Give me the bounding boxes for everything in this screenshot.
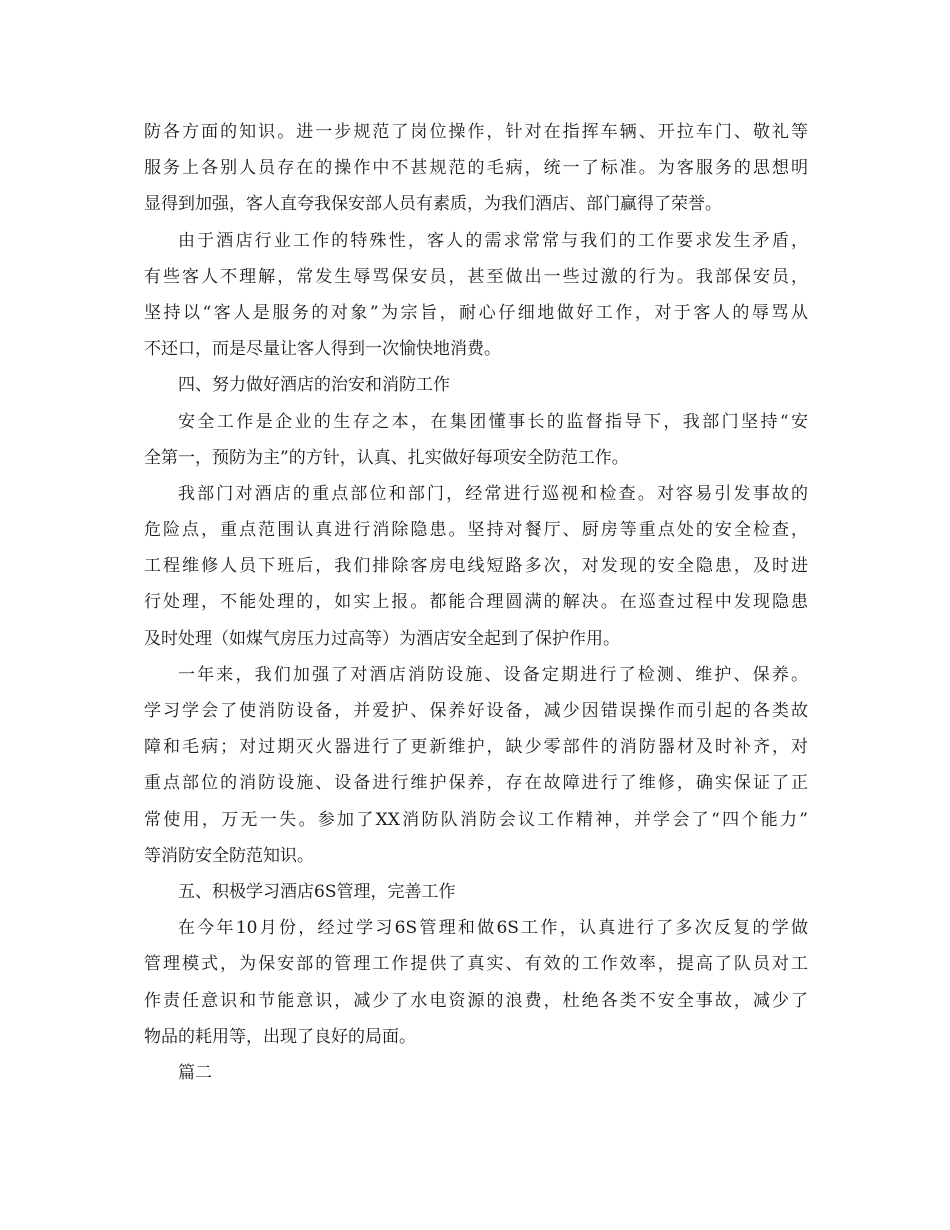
text-line: 篇二 (178, 1062, 212, 1083)
text-line: 及时处理（如煤气房压力过高等）为酒店安全起到了保护作用。 (144, 628, 620, 649)
text-line: 工程维修人员下班后，我们排除客房电线短路多次，对发现的安全隐患，及时进 (144, 556, 808, 577)
text-line: 安全工作是企业的生存之本，在集团懂事长的监督指导下，我部门坚持“安 (178, 411, 808, 432)
text-line: 防各方面的知识。进一步规范了岗位操作，针对在指挥车辆、开拉车门、敬礼等 (144, 122, 808, 142)
text-line: 我部门对酒店的重点部位和部门，经常进行巡视和检查。对容易引发事故的 (178, 483, 808, 504)
text-line: 物品的耗用等，出现了良好的局面。 (144, 1026, 416, 1047)
text-line: 由于酒店行业工作的特殊性，客人的需求常常与我们的工作要求发生矛盾， (178, 230, 808, 251)
text-line: 常使用，万无一失。参加了XX消防队消防会议工作精神，并学会了“四个能力” (144, 809, 808, 830)
text-line: 作责任意识和节能意识，减少了水电资源的浪费，杜绝各类不安全事故，减少了 (144, 990, 808, 1011)
text-line: 坚持以“客人是服务的对象”为宗旨，耐心仔细地做好工作，对于客人的辱骂从 (144, 302, 808, 323)
text-line: 重点部位的消防设施、设备进行维护保养，存在故障进行了维修，确实保证了正 (144, 773, 808, 794)
text-line: 在今年10月份，经过学习6S管理和做6S工作，认真进行了多次反复的学做 (178, 918, 808, 939)
document-body (144, 114, 808, 1091)
text-line: 危险点，重点范围认真进行消除隐患。坚持对餐厅、厨房等重点处的安全检查， (144, 520, 808, 541)
text-line: 不还口，而是尽量让客人得到一次愉快地消费。 (144, 339, 501, 360)
text-line: 学习学会了使消防设备，并爱护、保养好设备，减少因错误操作而引起的各类故 (144, 701, 808, 721)
text-line: 行处理，不能处理的，如实上报。都能合理圆满的解决。在巡查过程中发现隐患 (144, 592, 808, 613)
text-line: 五、积极学习酒店6S管理，完善工作 (178, 881, 456, 902)
text-line: 显得到加强，客人直夸我保安部人员有素质，为我们酒店、部门赢得了荣誉。 (144, 194, 722, 215)
text-line: 等消防安全防范知识。 (144, 845, 314, 866)
text-line: 一年来，我们加强了对酒店消防设施、设备定期进行了检测、维护、保养。 (178, 664, 808, 685)
text-line: 全第一，预防为主”的方针，认真、扎实做好每项安全防范工作。 (144, 447, 629, 468)
text-line: 有些客人不理解，常发生辱骂保安员，甚至做出一些过激的行为。我部保安员， (144, 266, 808, 287)
text-line: 服务上各别人员存在的操作中不甚规范的毛病，统一了标准。为客服务的思想明 (144, 158, 808, 179)
text-line: 四、努力做好酒店的治安和消防工作 (178, 375, 450, 396)
text-line: 管理模式，为保安部的管理工作提供了真实、有效的工作效率，提高了队员对工 (144, 954, 808, 975)
text-line: 障和毛病；对过期灭火器进行了更新维护，缺少零部件的消防器材及时补齐，对 (144, 737, 808, 758)
